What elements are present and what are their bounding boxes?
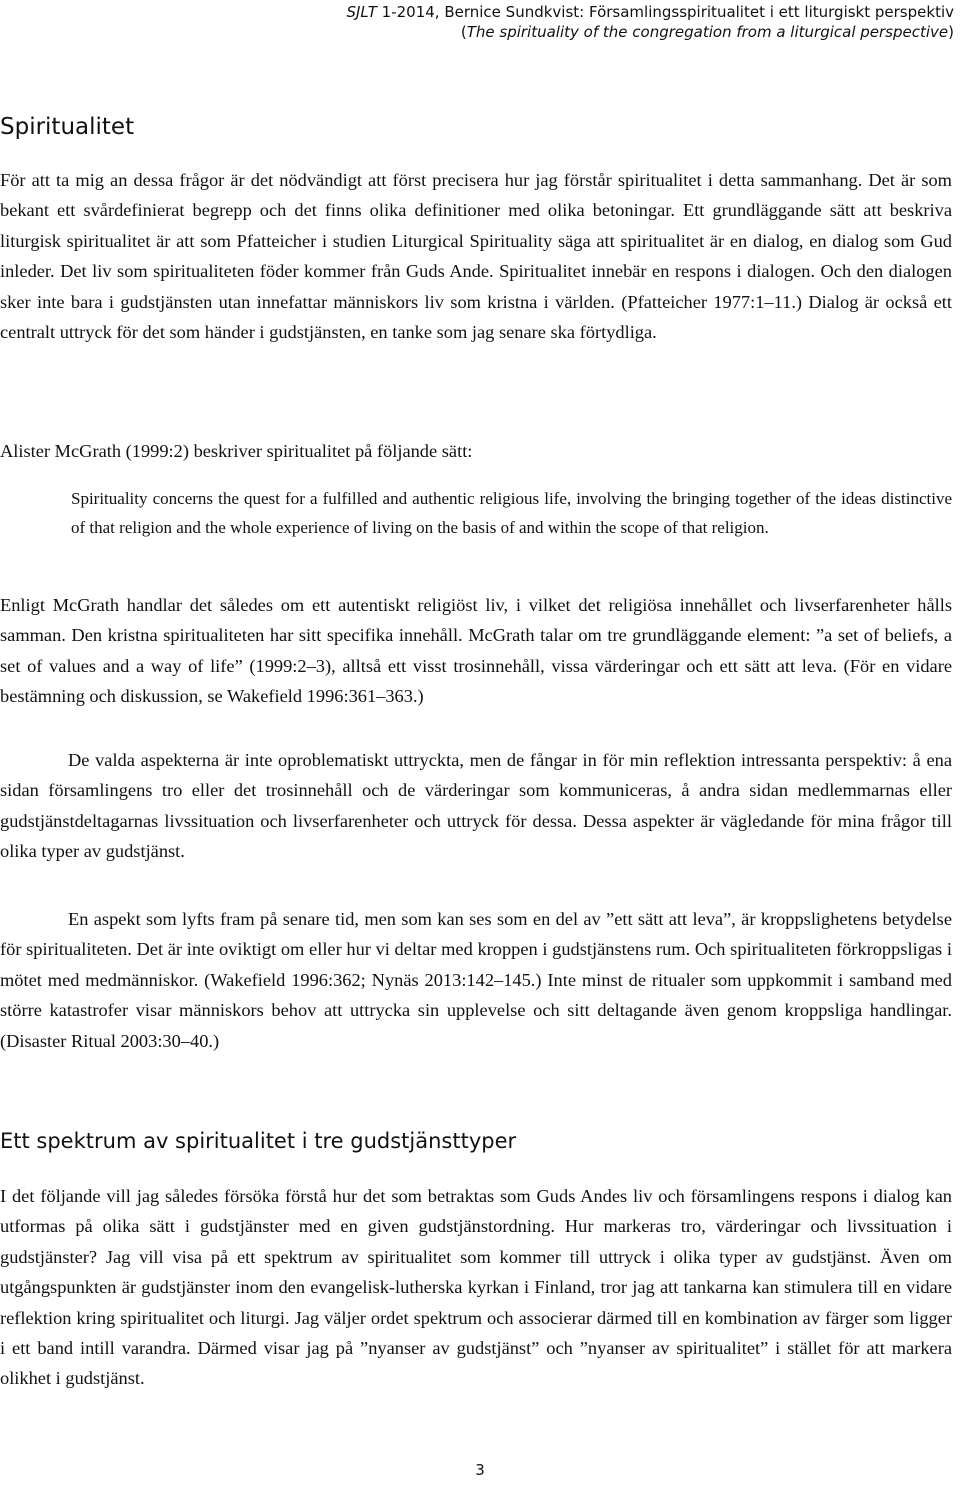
running-head [346,2,954,42]
section-heading-spektrum: Ett spektrum av spiritualitet i tre gudstjänsttyper [0,1129,517,1153]
body-paragraph: Alister McGrath (1999:2) beskriver spiritualitet på följande sätt: [0,441,473,461]
body-paragraph: I det följande vill jag således försöka förstå hur det som betraktas som Guds Andes liv och församlingens respons i dialog kan utformas på olika sätt i gudstjänster med en given gudstjänstordning. Hur markeras tro, värderingar och livssituation i gudstjänster? Jag vill visa på ett spektrum av spiritualitet som kommer till uttryck i olika typer av gudstjänst. Även om utgångspunkten är gudstjänster inom den evangelisk-lutherska kyrkan i Finland, tror jag att tankarna kan stimulera till en vidare reflektion kring spiritualitet och liturgi. Jag väljer ordet spektrum och associerar därmed till en kombination av färger som ligger i ett band intill varandra. Därmed visar jag på ”nyanser av gudstjänst” och ”nyanser av spiritualitet” i stället för att markera olikhet i gudstjänst. [0,1186,952,1389]
body-paragraph: En aspekt som lyfts fram på senare tid, men som kan ses som en del av ”ett sätt att leva”, är kroppslighetens betydelse för spiritualiteten. Det är inte oviktigt om eller hur vi deltar med kroppen i gudstjänstens rum. Och spiritualiteten förkroppsligas i mötet med medmänniskor. (Wakefield 1996:362; Nynäs 2013:142–145.) Inte minst de ritualer som uppkommit i samband med större katastrofer visar människors behov att uttrycka sin upplevelse och sitt deltagande även genom kroppsliga handlingar. (Disaster Ritual 2003:30–40.) [0,909,952,1051]
running-head-paren-close: ) [948,23,954,41]
body-paragraph: De valda aspekterna är inte oproblematiskt uttryckta, men de fångar in för min reflektion intressanta perspektiv: å ena sidan församlingens tro eller det trosinnehåll och de värderingar som kommuniceras, å andra sidan medlemmarnas eller gudstjänstdeltagarnas livssituation och livserfarenheter och uttryck för dessa. Dessa aspekter är vägledande för mina frågor till olika typer av gudstjänst. [0,750,952,862]
block-quote: Spirituality concerns the quest for a fulfilled and authentic religious life, involving the bringing together of the ideas distinctive of that religion and the whole experience of living on the basis of and within the scope of that religion. [71,489,952,537]
body-paragraph: För att ta mig an dessa frågor är det nödvändigt att först precisera hur jag förstår spiritualitet i detta sammanhang. Det är som bekant ett svårdefinierat begrepp och det finns olika definitioner med olika betoningar. Ett grundläggande sätt att beskriva liturgisk spiritualitet är att som Pfatteicher i studien Liturgical Spirituality säga att spiritualitet är en dialog, en dialog som Gud inleder. Det liv som spiritualiteten föder kommer från Guds Ande. Spiritualitet innebär en respons i dialogen. Och den dialogen sker inte bara i gudstjänsten utan innefattar människors liv som kristna i världen. (Pfatteicher 1977:1–11.) Dialog är också ett centralt uttryck för det som händer i gudstjänsten, en tanke som jag senare ska förtydliga. [0,170,952,343]
journal-abbreviation: SJLT [346,3,377,21]
page-number: 3 [475,1461,485,1479]
running-head-line-2 [346,22,954,42]
body-paragraph: Enligt McGrath handlar det således om ett autentiskt religiöst liv, i vilket det religiösa innehållet och livserfarenheter hålls samman. Den kristna spiritualiteten har sitt specifika innehåll. McGrath talar om tre grundläggande element: ”a set of beliefs, a set of values and a way of life” (1999:2–3), alltså ett visst trosinnehåll, vissa värderingar och ett sätt att leva. (För en vidare bestämning och diskussion, se Wakefield 1996:361–363.) [0,595,952,707]
running-head-paren-open: ( [460,23,467,41]
running-head-line-1 [346,2,954,22]
running-head-article: 1-2014, Bernice Sundkvist: Församlingsspiritualitet i ett liturgiskt perspektiv [376,3,954,21]
running-head-english-title: The spirituality of the congregation from a liturgical perspective [466,23,949,41]
section-heading-spiritualitet: Spiritualitet [0,114,135,140]
